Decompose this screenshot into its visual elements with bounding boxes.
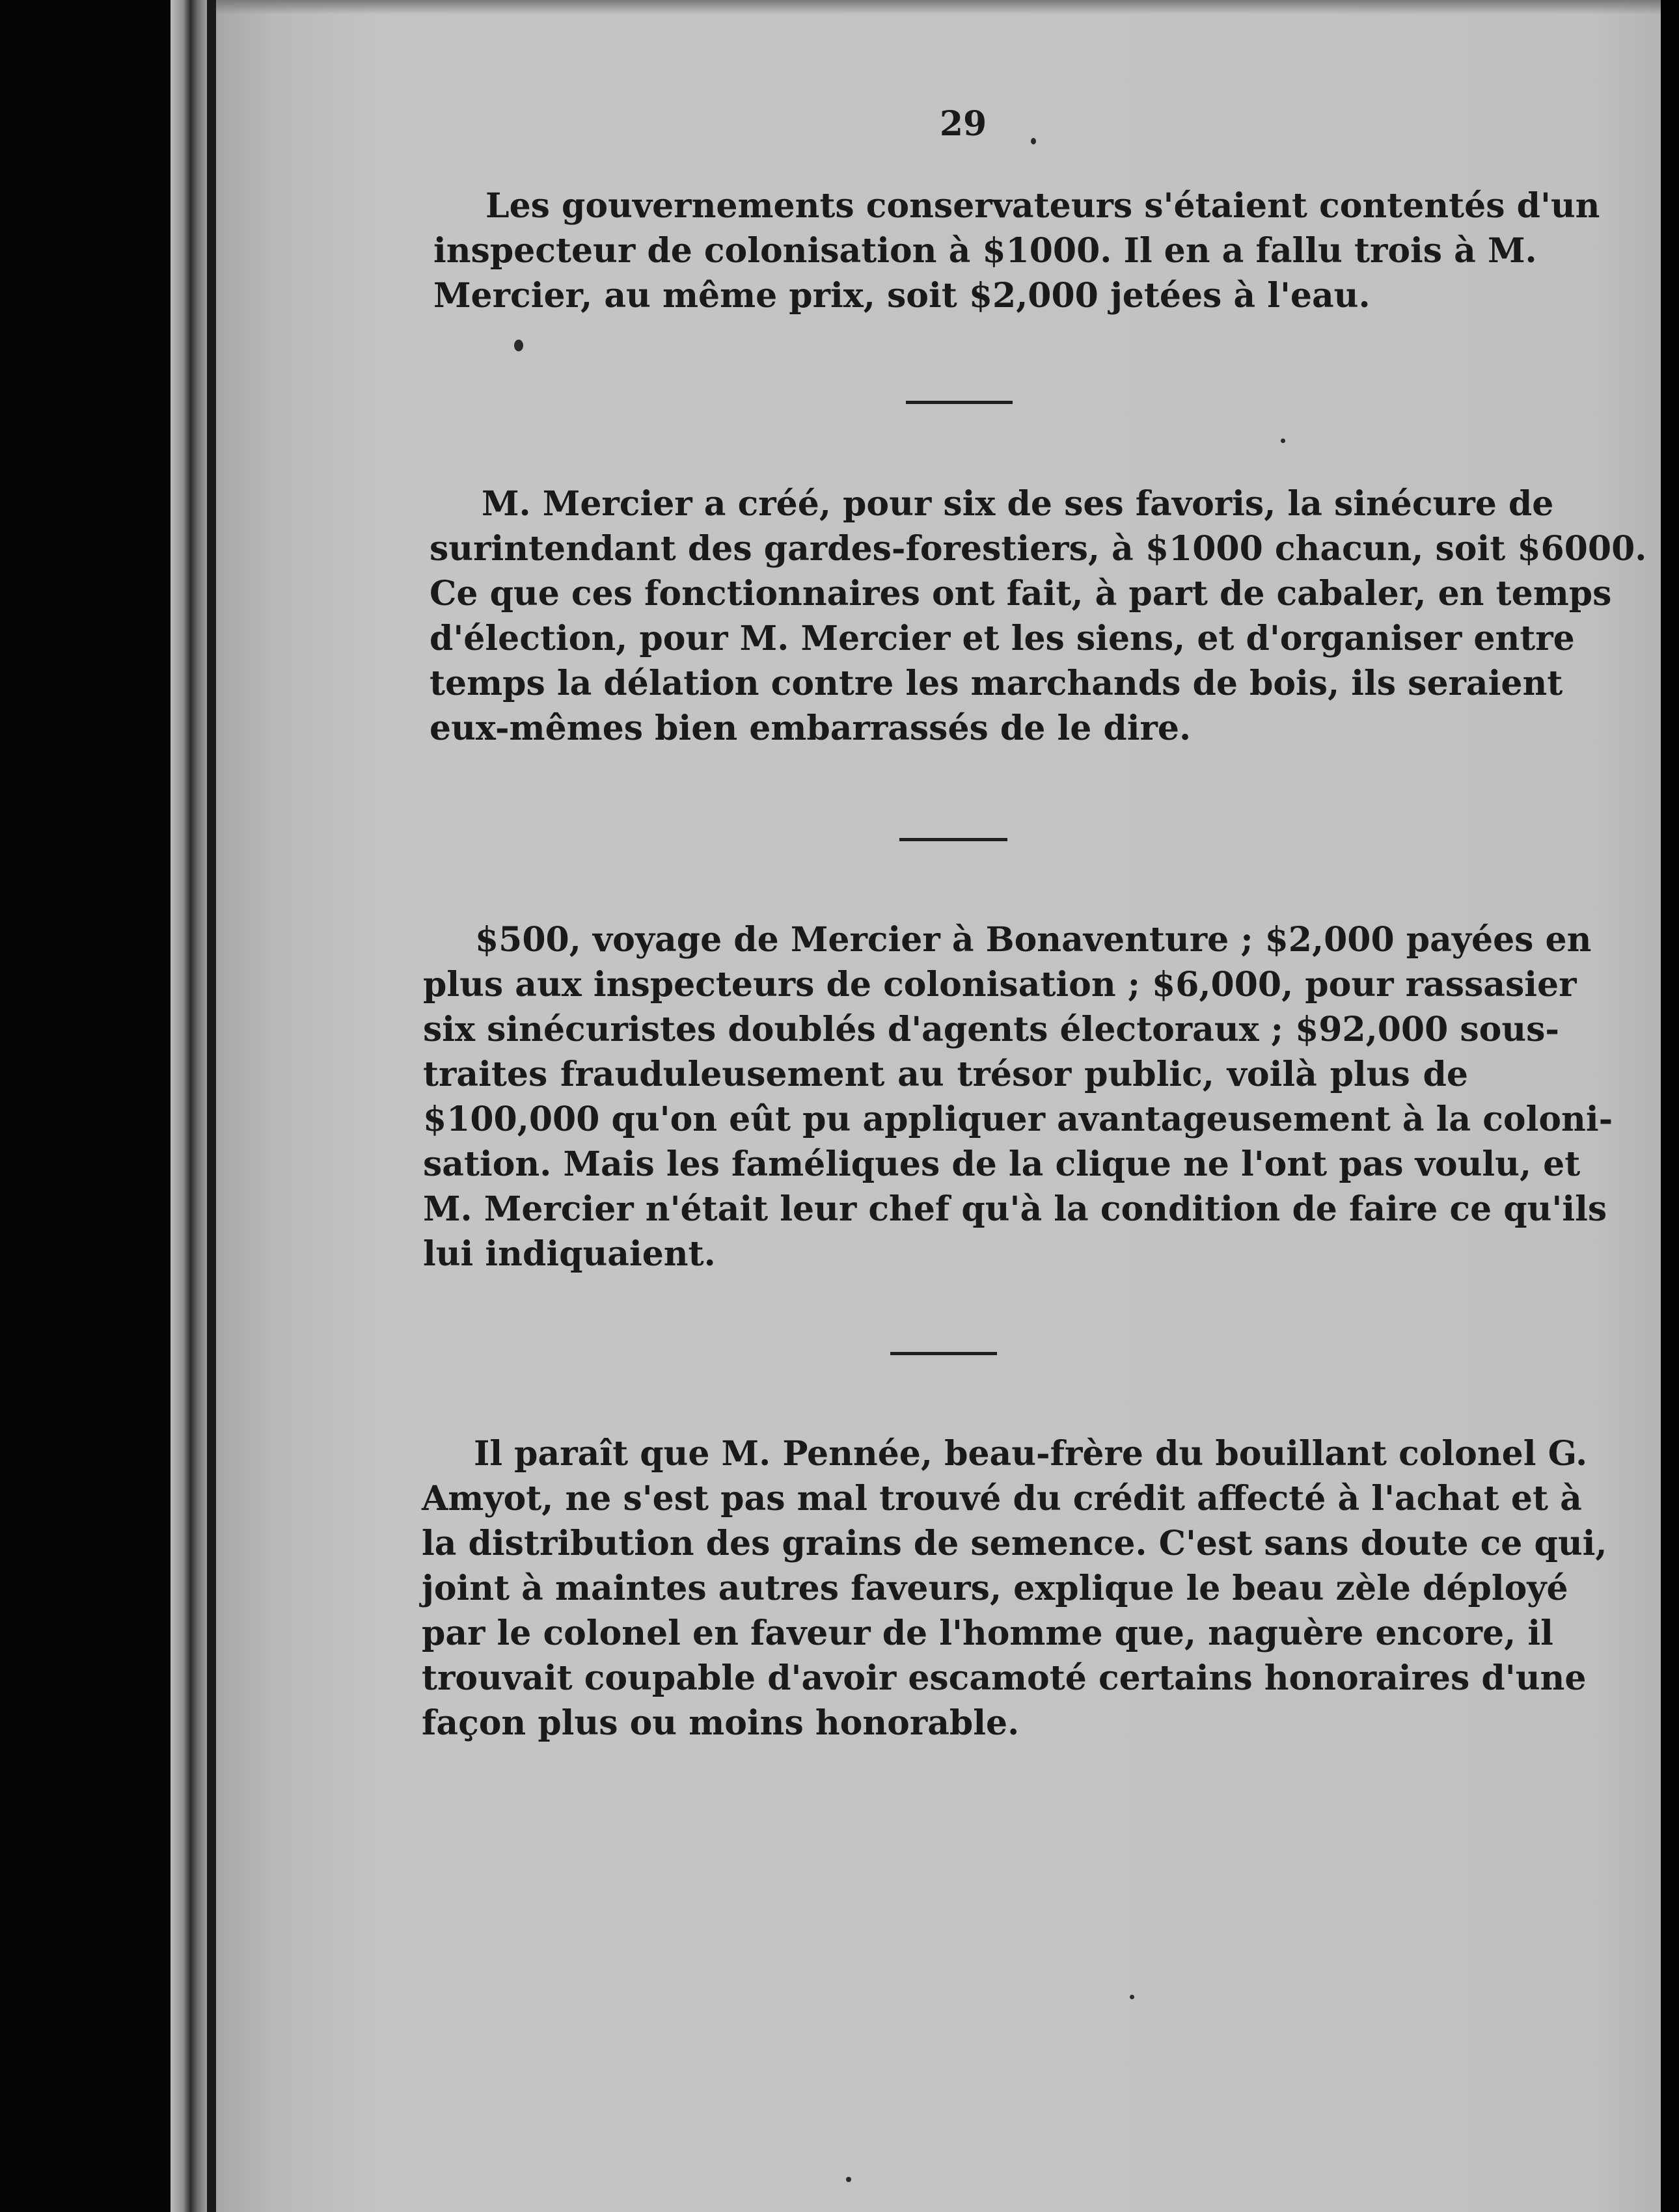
paragraph-line: Ce que ces fonctionnaires ont fait, à part de cabaler, en temps (430, 574, 1612, 614)
paragraph-line: inspecteur de colonisation à $1000. Il en a fallu trois à M. (433, 231, 1537, 271)
paragraph-line: sation. Mais les faméliques de la clique ne l'ont pas voulu, et (423, 1144, 1581, 1184)
paragraph-line: M. Mercier n'était leur chef qu'à la condition de faire ce qu'ils (423, 1189, 1607, 1229)
paragraph-line: par le colonel en faveur de l'homme que, naguère encore, il (422, 1613, 1553, 1653)
paragraph-line: $500, voyage de Mercier à Bonaventure ; $2,000 payées en (475, 920, 1592, 960)
section-divider (890, 1352, 997, 1355)
paragraph-inspecteurs (433, 183, 1600, 318)
paragraph-line: d'élection, pour M. Mercier et les siens, et d'organiser entre (430, 619, 1575, 658)
paragraph-line: temps la délation contre les marchands de bois, ils seraient (430, 664, 1563, 703)
binding-shadow (207, 0, 216, 2212)
paragraph-line: trouvait coupable d'avoir escamoté certains honoraires d'une (422, 1658, 1587, 1698)
paragraph-line: $100,000 qu'on eût pu appliquer avantageusement à la coloni- (423, 1099, 1613, 1139)
scan-speck (1281, 438, 1285, 443)
scan-speck (1031, 138, 1036, 144)
paragraph-line: surintendant des gardes-forestiers, à $1000 chacun, soit $6000. (430, 529, 1647, 569)
paragraph-pennee (422, 1431, 1607, 1746)
paragraph-line: Mercier, au même prix, soit $2,000 jetées à l'eau. (433, 276, 1371, 316)
paragraph-line: Amyot, ne s'est pas mal trouvé du crédit affecté à l'achat et à (422, 1479, 1582, 1518)
paragraph-line: Il paraît que M. Pennée, beau-frère du bouillant colonel G. (474, 1434, 1588, 1474)
paragraph-line: joint à maintes autres faveurs, explique le beau zèle déployé (422, 1569, 1568, 1608)
top-edge-shadow (216, 0, 1661, 14)
paragraph-totaux (423, 917, 1613, 1276)
scan-speck (1130, 1995, 1134, 1999)
scan-speck (846, 2177, 851, 2182)
paragraph-surintendants (430, 481, 1647, 751)
section-divider (906, 401, 1013, 404)
scan-left-border (0, 0, 169, 2212)
paragraph-line: la distribution des grains de semence. C'est sans doute ce qui, (422, 1524, 1607, 1563)
paragraph-line: traites frauduleusement au trésor public, voilà plus de (423, 1055, 1468, 1094)
paragraph-line: six sinécuristes doublés d'agents électoraux ; $92,000 sous- (423, 1010, 1559, 1049)
paragraph-line: M. Mercier a créé, pour six de ses favoris, la sinécure de (482, 484, 1554, 524)
paragraph-line: eux-mêmes bien embarrassés de le dire. (430, 708, 1192, 748)
paragraph-line: façon plus ou moins honorable. (422, 1703, 1020, 1743)
page-number: 29 (939, 104, 987, 144)
section-divider (899, 838, 1007, 841)
paragraph-line: Les gouvernements conservateurs s'étaient contentés d'un (485, 186, 1600, 226)
scan-right-border (1661, 0, 1679, 2212)
paragraph-line: plus aux inspecteurs de colonisation ; $6,000, pour rassasier (423, 965, 1577, 1005)
page-gutter (171, 0, 207, 2212)
scan-speck (514, 340, 523, 351)
paragraph-line: lui indiquaient. (423, 1234, 716, 1274)
